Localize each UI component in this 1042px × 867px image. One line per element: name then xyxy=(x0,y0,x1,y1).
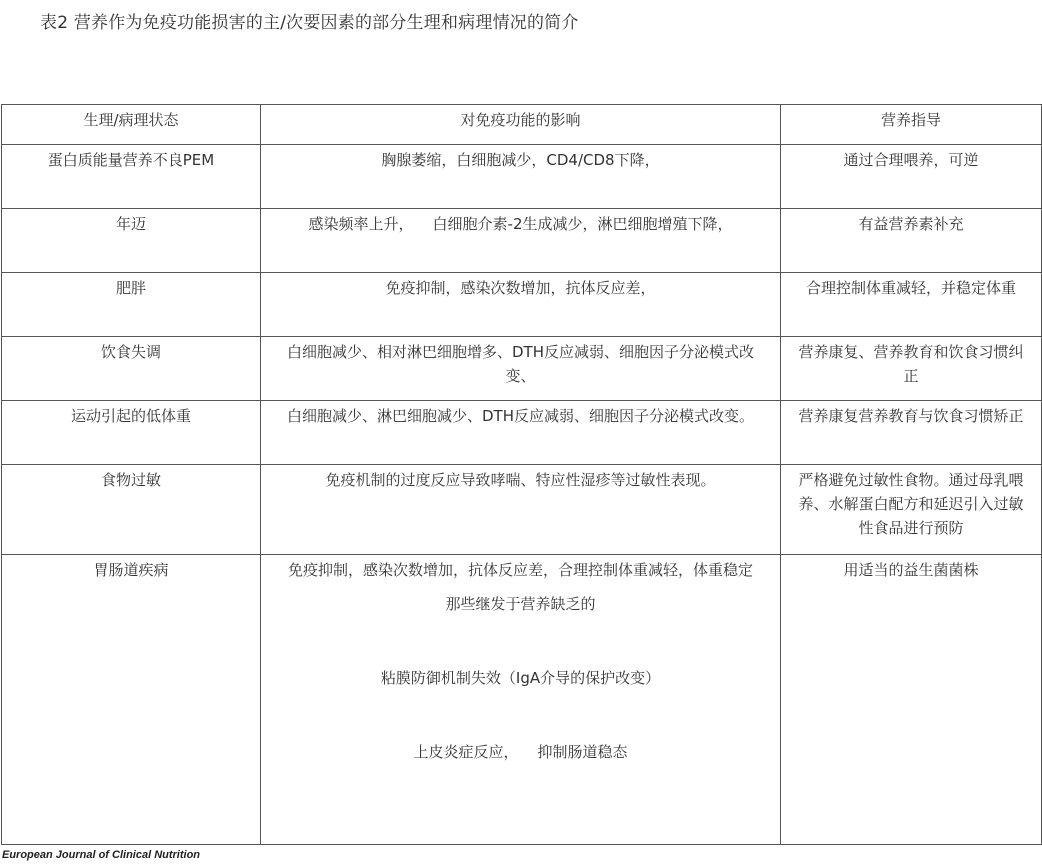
effect-paragraph: 粘膜防御机制失效（IgA介导的保护改变） xyxy=(380,669,661,687)
cell-guidance: 严格避免过敏性食物。通过母乳喂养、水解蛋白配方和延迟引入过敏性食品进行预防 xyxy=(781,465,1042,555)
effect-paragraph: 免疫抑制，感染次数增加，抗体反应差，合理控制体重减轻，体重稳定 xyxy=(287,561,753,579)
header-effect: 对免疫功能的影响 xyxy=(261,105,781,145)
cell-state: 运动引起的低体重 xyxy=(2,401,261,465)
table-row xyxy=(2,401,1042,465)
table-title: 表2 营养作为免疫功能损害的主/次要因素的部分生理和病理情况的简介 xyxy=(40,13,579,33)
header-state: 生理/病理状态 xyxy=(2,105,261,145)
cell-effect: 胸腺萎缩，白细胞减少，CD4/CD8下降， xyxy=(261,145,781,209)
table-row xyxy=(2,555,1042,845)
cell-guidance: 通过合理喂养，可逆 xyxy=(781,145,1042,209)
cell-effect: 感染频率上升， 白细胞介素-2生成减少，淋巴细胞增殖下降， xyxy=(261,209,781,273)
cell-guidance: 有益营养素补充 xyxy=(781,209,1042,273)
cell-guidance: 营养康复营养教育与饮食习惯矫正 xyxy=(781,401,1042,465)
cell-state: 饮食失调 xyxy=(2,337,261,401)
table-row xyxy=(2,145,1042,209)
table-row xyxy=(2,465,1042,555)
cell-guidance: 营养康复、营养教育和饮食习惯纠正 xyxy=(781,337,1042,401)
header-guidance: 营养指导 xyxy=(781,105,1042,145)
cell-effect: 白细胞减少、相对淋巴细胞增多、DTH反应减弱、细胞因子分泌模式改变、 xyxy=(261,337,781,401)
effect-paragraph: 上皮炎症反应， 抑制肠道稳态 xyxy=(413,743,628,761)
cell-effect xyxy=(261,555,781,845)
effect-paragraph: 那些继发于营养缺乏的 xyxy=(445,595,596,613)
table-row xyxy=(2,337,1042,401)
cell-effect: 免疫机制的过度反应导致哮喘、特应性湿疹等过敏性表现。 xyxy=(261,465,781,555)
cell-state: 食物过敏 xyxy=(2,465,261,555)
source-caption: European Journal of Clinical Nutrition xyxy=(2,849,201,861)
cell-effect: 白细胞减少、淋巴细胞减少、DTH反应减弱、细胞因子分泌模式改变。 xyxy=(261,401,781,465)
table-header-row xyxy=(2,105,1042,145)
cell-state: 年迈 xyxy=(2,209,261,273)
cell-guidance: 合理控制体重减轻，并稳定体重 xyxy=(781,273,1042,337)
cell-effect: 免疫抑制，感染次数增加，抗体反应差， xyxy=(261,273,781,337)
cell-state: 蛋白质能量营养不良PEM xyxy=(2,145,261,209)
cell-state: 肥胖 xyxy=(2,273,261,337)
cell-state: 胃肠道疾病 xyxy=(2,555,261,845)
table-row xyxy=(2,209,1042,273)
nutrition-immune-table xyxy=(1,104,1042,845)
cell-guidance: 用适当的益生菌菌株 xyxy=(781,555,1042,845)
table-row xyxy=(2,273,1042,337)
